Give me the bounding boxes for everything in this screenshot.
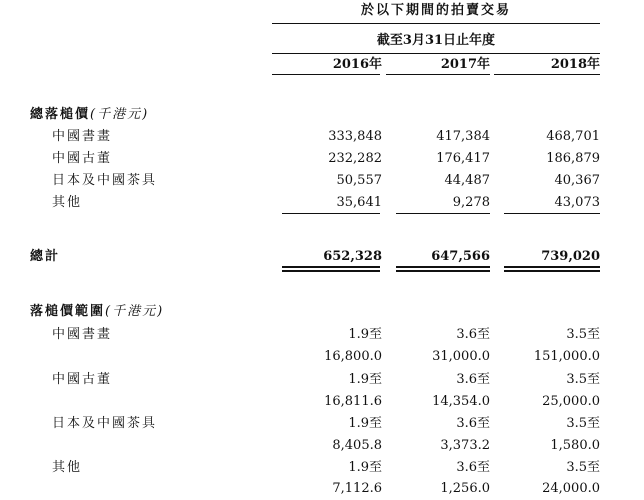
range-low-cell: 1.9至 — [348, 416, 382, 431]
hammer-cell: 176,417 — [436, 151, 490, 166]
hammer-cell: 232,282 — [328, 151, 382, 166]
hammer-row-label: 其他 — [52, 195, 83, 210]
range-low-cell: 1.9至 — [348, 327, 382, 342]
hammer-cell: 333,848 — [328, 129, 382, 144]
total-label: 總計 — [30, 249, 61, 264]
total-double-rule-2016-b — [282, 270, 380, 272]
range-high-cell: 16,800.0 — [324, 349, 382, 364]
range-low-cell: 3.6至 — [456, 416, 490, 431]
hammer-cell: 35,641 — [336, 195, 382, 210]
hammer-cell: 417,384 — [436, 129, 490, 144]
range-high-cell: 14,354.0 — [432, 394, 490, 409]
range-high-cell: 25,000.0 — [542, 394, 600, 409]
hammer-cell: 43,073 — [554, 195, 600, 210]
range-high-cell: 7,112.6 — [332, 481, 382, 496]
range-low-cell: 3.6至 — [456, 460, 490, 475]
range-high-cell: 1,256.0 — [440, 481, 490, 496]
range-high-cell: 31,000.0 — [432, 349, 490, 364]
total-double-rule-2018-a — [504, 266, 600, 268]
total-double-rule-2018-b — [504, 270, 600, 272]
range-low-cell: 3.5至 — [566, 416, 600, 431]
range-high-cell: 3,373.2 — [440, 438, 490, 453]
range-high-cell: 24,000.0 — [542, 481, 600, 496]
range-low-cell: 1.9至 — [348, 460, 382, 475]
range-low-cell: 3.5至 — [566, 372, 600, 387]
total-cell: 652,328 — [323, 249, 382, 264]
hammer-cell: 40,367 — [554, 173, 600, 188]
period-title: 於以下期間的拍賣交易 — [360, 3, 511, 18]
range-high-cell: 151,000.0 — [533, 349, 600, 364]
range-row-label: 其他 — [52, 460, 83, 475]
hammer-cell: 186,879 — [546, 151, 600, 166]
range-high-cell: 1,580.0 — [550, 438, 600, 453]
hammer-row-label: 中國書畫 — [52, 129, 113, 144]
total-cell: 739,020 — [541, 249, 600, 264]
total-double-rule-2017-a — [396, 266, 490, 268]
hammer-price-title: 總落槌價(千港元) — [30, 107, 150, 122]
year-2018-header: 2018年 — [550, 57, 600, 72]
header-rule-mid — [272, 53, 600, 54]
range-low-cell: 3.6至 — [456, 327, 490, 342]
subtotal-rule-2018 — [504, 213, 600, 214]
range-low-cell: 3.6至 — [456, 372, 490, 387]
range-low-cell: 3.5至 — [566, 460, 600, 475]
year-2016-underline — [272, 74, 380, 75]
total-double-rule-2016-a — [282, 266, 380, 268]
total-double-rule-2017-b — [396, 270, 490, 272]
year-2017-header: 2017年 — [440, 57, 490, 72]
range-low-cell: 3.5至 — [566, 327, 600, 342]
header-rule-top — [272, 23, 600, 24]
subtotal-rule-2016 — [282, 213, 380, 214]
hammer-cell: 9,278 — [452, 195, 490, 210]
price-range-title: 落槌價範圍(千港元) — [30, 304, 165, 319]
range-row-label: 中國書畫 — [52, 327, 113, 342]
subtotal-rule-2017 — [396, 213, 490, 214]
total-cell: 647,566 — [431, 249, 490, 264]
year-2017-underline — [386, 74, 490, 75]
range-high-cell: 8,405.8 — [332, 438, 382, 453]
year-end-title: 截至3月31日止年度 — [376, 33, 496, 48]
range-high-cell: 16,811.6 — [324, 394, 382, 409]
hammer-row-label: 日本及中國茶具 — [52, 173, 158, 188]
year-2016-header: 2016年 — [332, 57, 382, 72]
range-low-cell: 1.9至 — [348, 372, 382, 387]
range-row-label: 中國古董 — [52, 372, 113, 387]
hammer-row-label: 中國古董 — [52, 151, 113, 166]
hammer-cell: 50,557 — [336, 173, 382, 188]
year-2018-underline — [494, 74, 600, 75]
hammer-cell: 468,701 — [546, 129, 600, 144]
range-row-label: 日本及中國茶具 — [52, 416, 158, 431]
hammer-cell: 44,487 — [444, 173, 490, 188]
